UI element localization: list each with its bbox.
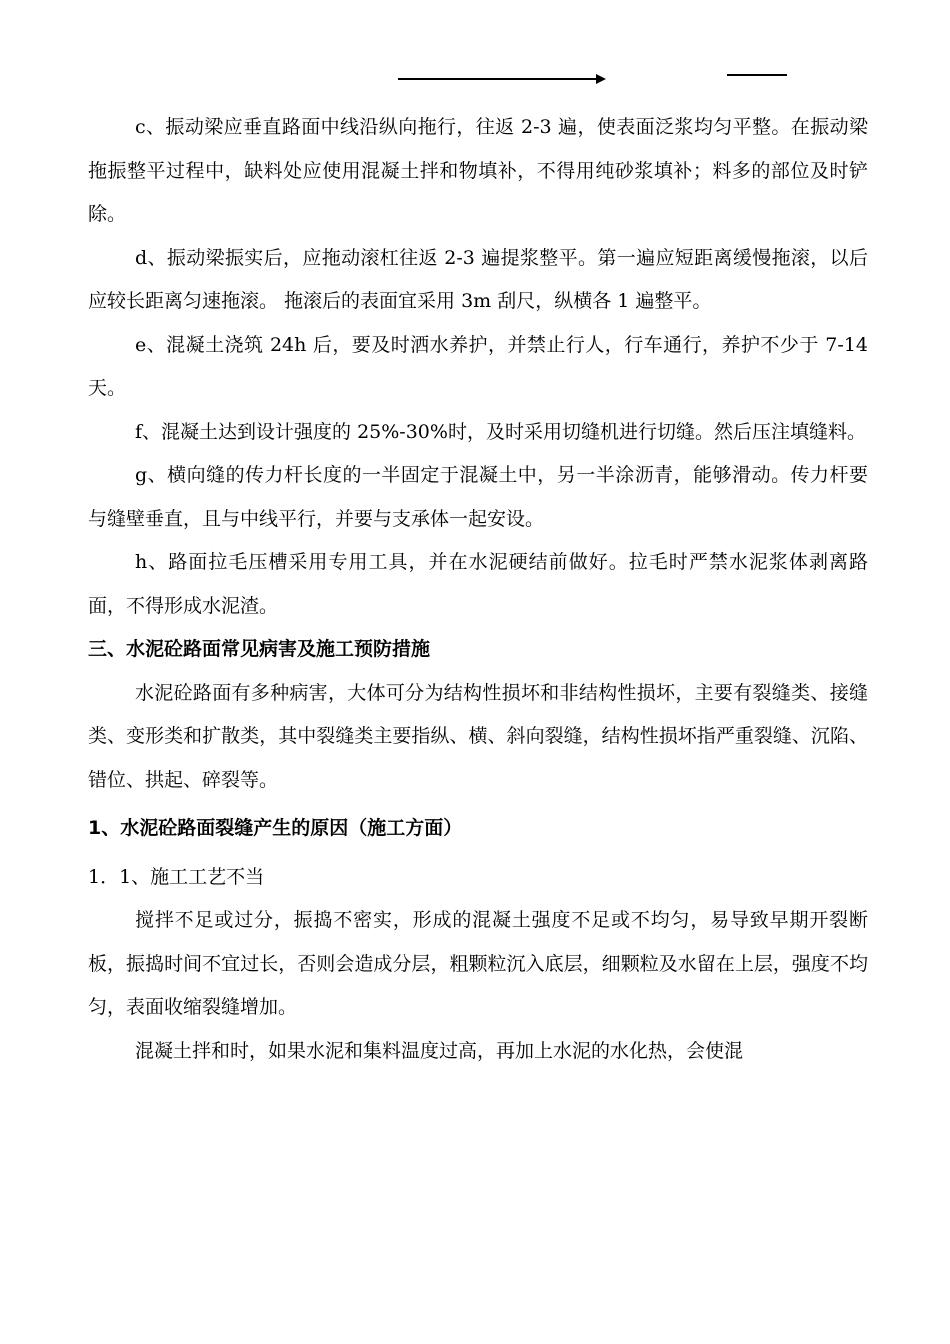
paragraph-f: f、混凝土达到设计强度的 25%-30%时，及时采用切缝机进行切缝。然后压注填缝料。 [135, 420, 866, 443]
arrow-line [398, 78, 598, 80]
arrow-head-icon [596, 74, 606, 84]
paragraph-d: d、振动梁振实后，应拖动滚杠往返 2-3 遍提浆整平。第一遍应短距离缓慢拖滚，以后应较长距离匀速拖滚。 拖滚后的表面宜采用 3m 刮尺，纵横各 1 遍整平。 [88, 246, 868, 312]
subsection-1-heading: 1、水泥砼路面裂缝产生的原因（施工方面） [88, 817, 463, 839]
paragraph-h: h、路面拉毛压槽采用专用工具，并在水泥硬结前做好。拉毛时严禁水泥浆体剥离路面，不得形成水泥渣。 [88, 551, 868, 617]
paragraph-e: e、混凝土浇筑 24h 后，要及时洒水养护，并禁止行人，行车通行，养护不少于 7-14 天。 [88, 333, 868, 399]
paragraph-c: c、振动梁应垂直路面中线沿纵向拖行，往返 2-3 遍，使表面泛浆均匀平整。在振动梁拖振整平过程中，缺料处应使用混凝土拌和物填补，不得用纯砂浆填补；料多的部位及时铲除。 [88, 116, 868, 225]
item-1-1-heading: 1．1、施工工艺不当 [88, 865, 265, 888]
section-3-intro: 水泥砼路面有多种病害，大体可分为结构性损坏和非结构性损坏，主要有裂缝类、接缝类、变形类和扩散类，其中裂缝类主要指纵、横、斜向裂缝，结构性损坏指严重裂缝、沉陷、错位、拱起、碎裂等。 [88, 681, 868, 791]
section-3-heading: 三、水泥砼路面常见病害及施工预防措施 [88, 638, 431, 660]
subsection-1-paragraph-1: 搅拌不足或过分，振捣不密实，形成的混凝土强度不足或不均匀，易导致早期开裂断板，振捣时间不宜过长，否则会造成分层，粗颗粒沉入底层，细颗粒及水留在上层，强度不均匀，表面收缩裂缝增加。 [88, 909, 868, 1018]
document-body [88, 106, 868, 1073]
paragraph-g: g、横向缝的传力杆长度的一半固定于混凝土中，另一半涂沥青，能够滑动。传力杆要与缝壁垂直，且与中线平行，并要与支承体一起安设。 [88, 464, 868, 530]
subsection-1-paragraph-2: 混凝土拌和时，如果水泥和集料温度过高，再加上水泥的水化热，会使混 [135, 1039, 744, 1062]
dash-line [727, 74, 787, 76]
